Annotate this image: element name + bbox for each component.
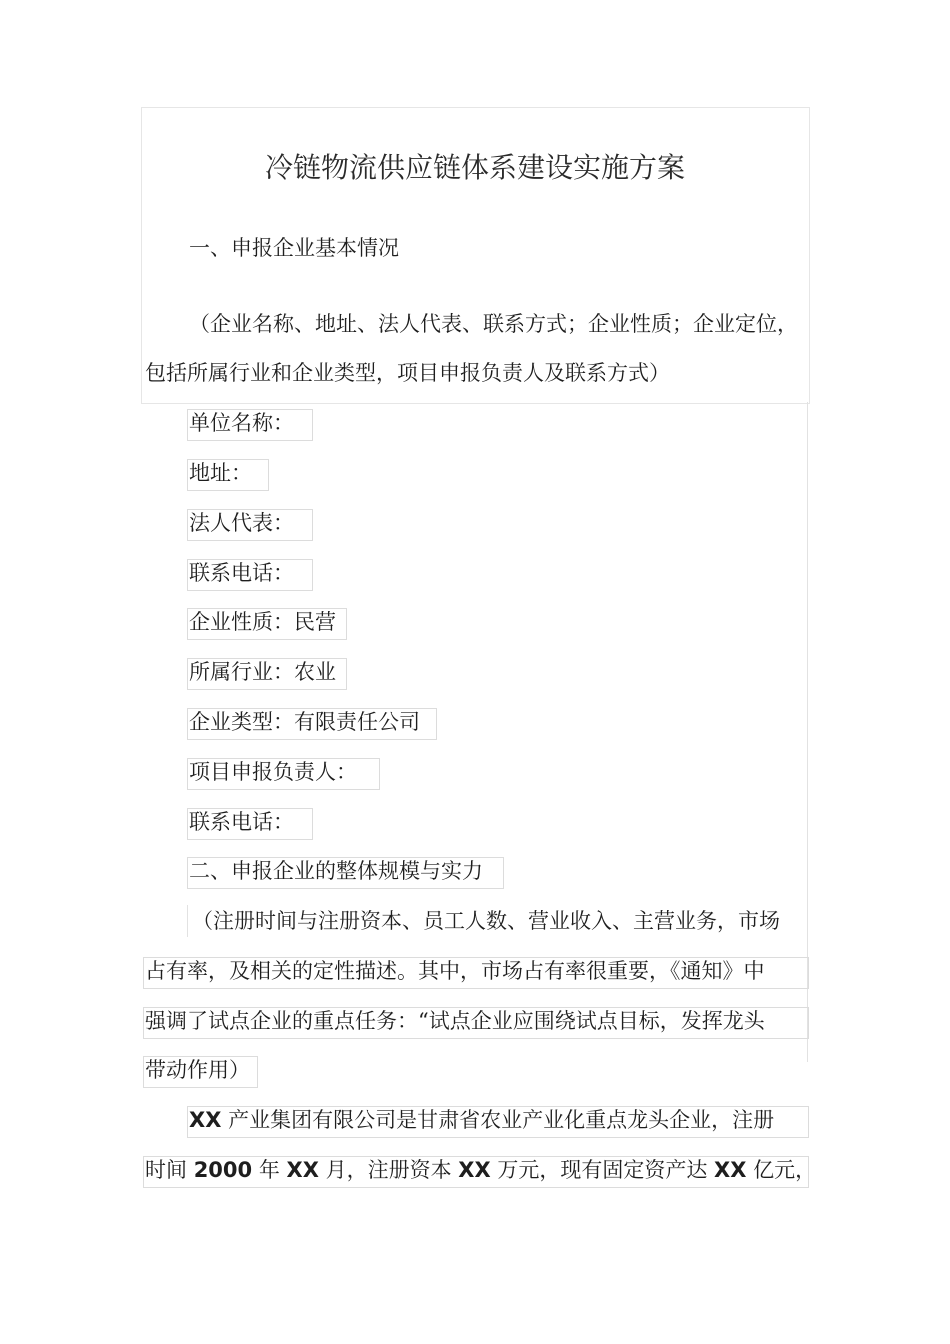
- field-enterprise-type: 企业类型：有限责任公司: [189, 710, 420, 734]
- body-line2-part6: XX: [458, 1158, 491, 1182]
- section1-note-line2: 包括所属行业和企业类型，项目申报负责人及联系方式）: [145, 361, 670, 385]
- body-line2-part5: 月，注册资本: [318, 1158, 459, 1182]
- section2-note-line2: 占有率，及相关的定性描述。其中，市场占有率很重要，《通知》中: [145, 959, 765, 983]
- body-line1: [189, 1106, 774, 1134]
- field-phone: 联系电话：: [189, 561, 294, 585]
- body-line2-part2: 2000: [193, 1158, 253, 1182]
- section1-heading: 一、申报企业基本情况: [189, 236, 399, 260]
- body-line2: [145, 1156, 816, 1184]
- body-line2-part8: XX: [714, 1158, 747, 1182]
- body-line2-part7: 万元，现有固定资产达: [490, 1158, 714, 1182]
- body-line2-part1: 时间: [145, 1158, 194, 1182]
- body-line1-part2: 产业集团有限公司是甘肃省农业产业化重点龙头企业，注册: [221, 1108, 775, 1132]
- body-line2-part9: 亿元，: [746, 1158, 817, 1182]
- field-phone-2: 联系电话：: [189, 810, 294, 834]
- section2-note-line3: 强调了试点企业的重点任务：“试点企业应围绕试点目标，发挥龙头: [145, 1009, 765, 1033]
- field-enterprise-nature: 企业性质：民营: [189, 610, 336, 634]
- document-title: 冷链物流供应链体系建设实施方案: [264, 151, 685, 184]
- section2-note-line1: （注册时间与注册资本、员工人数、营业收入、主营业务，市场: [192, 909, 780, 933]
- body-line2-part3: 年: [252, 1158, 287, 1182]
- body-line2-part4: XX: [286, 1158, 319, 1182]
- section2-note-left-mark: [187, 905, 188, 937]
- field-address: 地址：: [189, 461, 252, 485]
- section2-heading: 二、申报企业的整体规模与实力: [189, 859, 483, 883]
- section2-note-line4: 带动作用）: [145, 1058, 250, 1082]
- body-line1-part1: XX: [189, 1108, 222, 1132]
- field-legal-rep: 法人代表：: [189, 511, 294, 535]
- field-project-responsible: 项目申报负责人：: [189, 760, 357, 784]
- field-industry: 所属行业：农业: [189, 660, 336, 684]
- field-company-name: 单位名称：: [189, 411, 294, 435]
- section1-note-line1: （企业名称、地址、法人代表、联系方式；企业性质；企业定位，: [189, 312, 798, 336]
